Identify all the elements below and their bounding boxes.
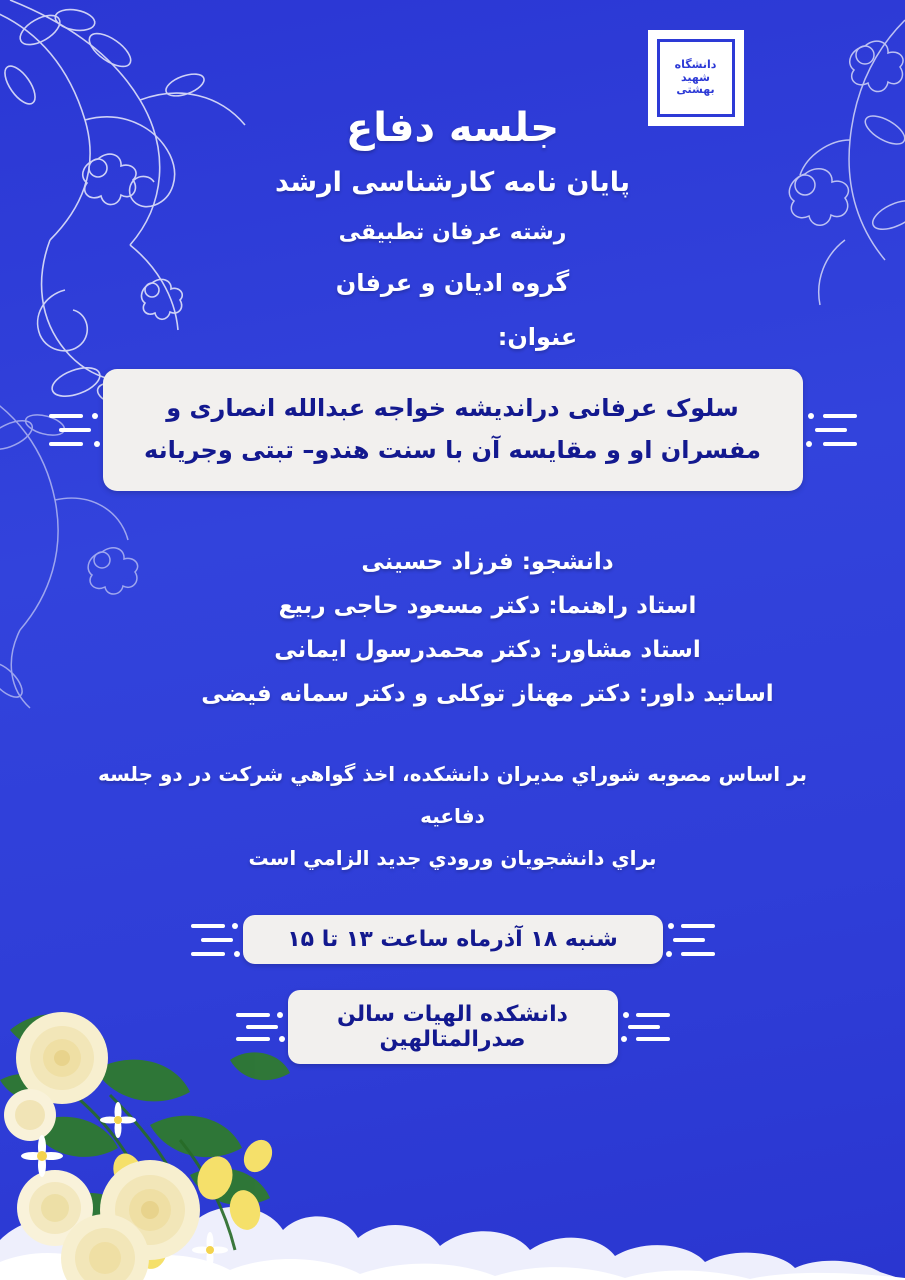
supervisor-row: استاد راهنما: دکتر مسعود حاجی ربیع — [278, 593, 697, 619]
poster-content — [0, 105, 905, 1064]
subtitle-degree: پایان نامه کارشناسی ارشد — [274, 167, 631, 198]
thesis-title-plaque-wrapper — [103, 369, 803, 491]
location-left-dashes-icon — [230, 999, 290, 1055]
location-chip-wrapper — [288, 990, 618, 1064]
thesis-title-line-1: سلوک عرفانی دراندیشه خواجه عبدالله انصاری و — [166, 394, 739, 422]
university-logo-text: دانشگاه شهید بهشتی — [657, 39, 735, 117]
attendance-notice-line-2: براي دانشجويان ورودي جديد الزامي است — [248, 846, 657, 870]
datetime-chip-wrapper — [243, 915, 663, 964]
datetime-chip: شنبه ۱۸ آذرماه ساعت ۱۳ تا ۱۵ — [243, 915, 663, 964]
thesis-title-line-2: مفسران او و مقایسه آن با سنت هندو– تبتی وجریانه — [144, 436, 761, 464]
thesis-title-label: عنوان: — [497, 323, 578, 351]
student-row: دانشجو: فرزاد حسینی — [361, 549, 614, 575]
attendance-notice-line-1: بر اساس مصوبه شوراي مديران دانشكده، اخذ گواهي شركت در دو جلسه دفاعيه — [97, 762, 808, 828]
attendance-notice — [0, 753, 905, 879]
people-list — [0, 549, 905, 707]
location-chip: دانشکده الهیات سالن صدرالمتالهین — [288, 990, 618, 1064]
page-title: جلسه دفاع — [345, 105, 560, 151]
advisor-row: استاد مشاور: دکتر محمدرسول ایمانی — [274, 637, 701, 663]
plaque-right-dashes-icon — [801, 402, 861, 458]
plaque-left-dashes-icon — [45, 402, 105, 458]
location-right-dashes-icon — [616, 999, 676, 1055]
datetime-left-dashes-icon — [185, 912, 245, 968]
examiners-row: اساتید داور: دکتر مهناز توکلی و دکتر سمانه فیضی — [201, 681, 774, 707]
thesis-title-plaque — [103, 369, 803, 491]
subtitle-department: گروه ادیان و عرفان — [335, 269, 570, 297]
datetime-right-dashes-icon — [661, 912, 721, 968]
subtitle-field: رشته عرفان تطبیقی — [338, 220, 567, 245]
